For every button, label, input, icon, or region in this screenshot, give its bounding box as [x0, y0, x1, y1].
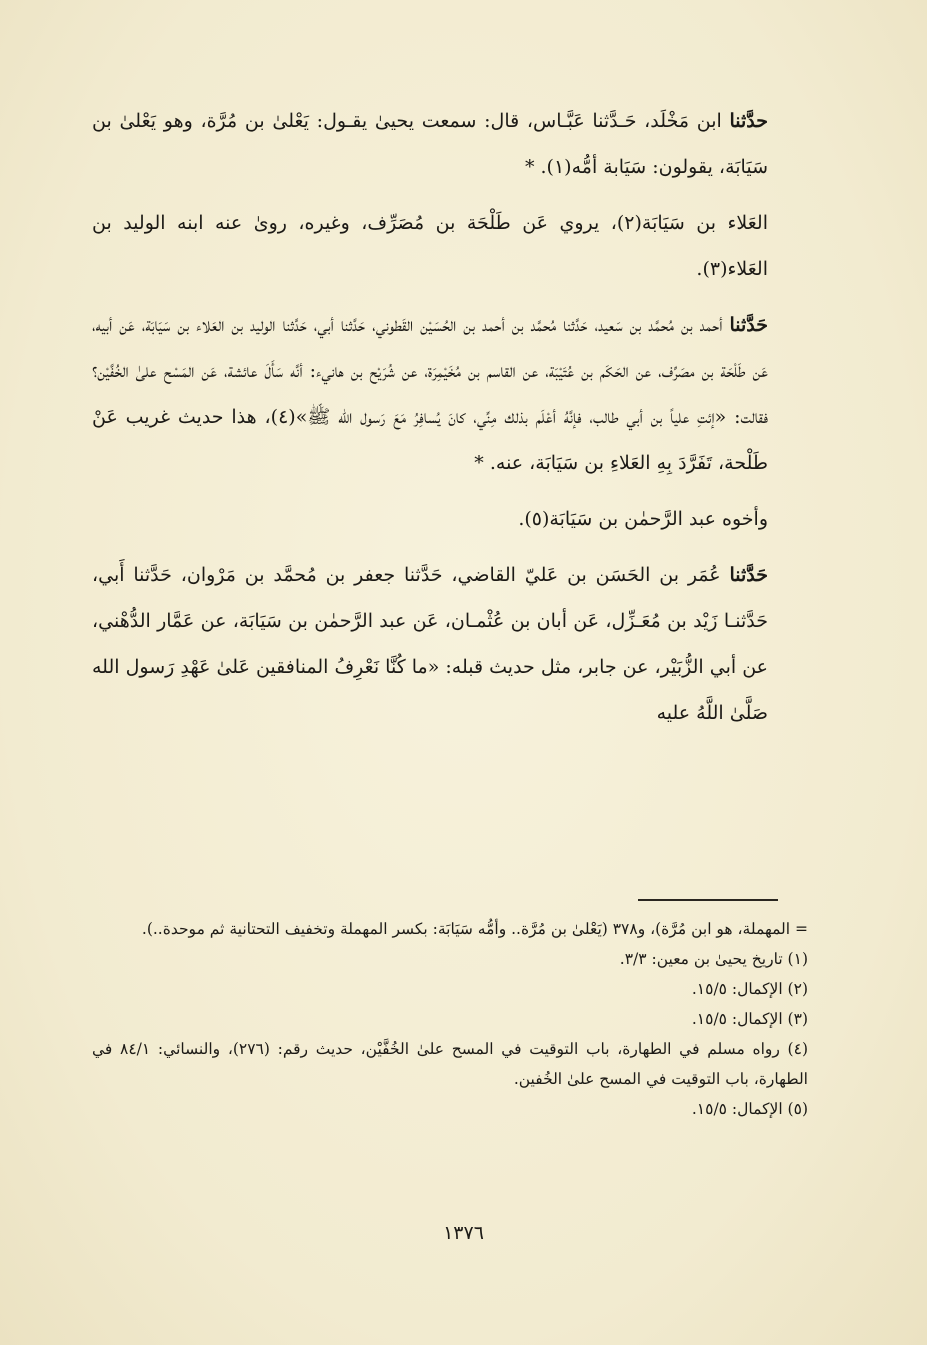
main-text	[92, 98, 808, 736]
footnote-4: (٤) رواه مسلم في الطهارة، باب التوقيت في المسح علىٰ الخُفَّيْن، حديث رقم: (٢٧٦)، والنسائي: ٨٤/١ في الطهارة، باب التوقيت في المسح علىٰ الخُفين.	[92, 1040, 808, 1088]
footnote-5: (٥) الإكمال: ١٥/٥.	[691, 1100, 808, 1118]
footnote-continued: = المهملة، هو ابن مُرَّة)، و٣٧٨ (يَعْلىٰ بن مُرَّة.. وأمُّه سَيَابَة: بكسر المهملة وتخفيف التحتانية ثم موحدة..).	[141, 920, 808, 938]
paragraph-text: عُمَر بن الحَسَن بن عَليّ القاضي، حَدَّثنا جعفر بن مُحمَّد بن مَرْوان، حَدَّثنا أَبي، حَدَّثنـا زَيْد بن مُعَـزِّل، عَن أبان بن عُثْمـان، عَن عبد الرَّحمٰن بن سَيَابَة، عن عَمَّار الدُّهْني، عن أبي الزُّبَيْر، عن جابر، مثل حديث قبله: «ما كُنَّا نَعْرِفُ المنافقين عَلىٰ عَهْدِ رَسول الله صَلَّىٰ اللَّهُ عليه	[92, 564, 768, 724]
footnote-separator	[638, 899, 778, 901]
paragraph-lead: حَدَّثنا	[729, 564, 768, 586]
paragraph-text: أحمد بن مُحمَّد بن سَعيد، حَدَّثنا مُحمَّد بن أحمد بن الحُسَيْن القَطوني، حَدَّثنا أبي، حَدَّثنا الوليد بن العَلاء بن سَيَابَة، عَن أبيه، عَن طَلْحَة بن مصَرِّف، عن الحَكَم بن عُتَيْبَة، عن القاسم بن مُخَيْمِرَة، عن شُرَيْح بن هانيء: أنَّه سَأَلَ عائشة، عَن المَسْح علىٰ الخُفَّيْن؟ فقالت: «إئتِ علياً بن أبي طالب، فإنَّهُ أعْلَم بذلك مِنِّي، كانَ يُسافِرُ مَعَ رَسول الله ﷺ»(٤)، هذا حديث غريب عَنْ طَلْحة، تَفَرَّدَ بِهِ العَلاءِ بن سَيَابَة، عنه. *	[92, 314, 768, 474]
paragraph-5	[92, 552, 808, 736]
page-number: ١٣٧٦	[443, 1222, 484, 1244]
footnotes	[92, 914, 808, 1124]
paragraph-lead: حَدَّثنا	[729, 314, 768, 336]
paragraph-lead: حدَّثنا	[729, 110, 768, 132]
footnote-1: (١) تاريخ يحيىٰ بن معين: ٣/٣.	[619, 950, 808, 968]
paragraph-1	[92, 98, 808, 190]
paragraph-text: ابن مَخْلَد، حَـدَّثنا عَبَّـاس، قال: سمعت يحيىٰ يقـول: يَعْلىٰ بن مُرَّة، وهو يَعْلىٰ بن سَيَابَة، يقولون: سَيَابة أمُّه(١). *	[92, 110, 768, 178]
paragraph-text: وأخوه عبد الرَّحمٰن بن سَيَابَة(٥).	[518, 508, 768, 530]
footnote-3: (٣) الإكمال: ١٥/٥.	[691, 1010, 808, 1028]
paragraph-2	[92, 200, 808, 292]
paragraph-3	[92, 302, 808, 486]
paragraph-4	[92, 496, 808, 542]
paragraph-text: العَلاء بن سَيَابَة(٢)، يروي عَن طَلْحَة بن مُصَرِّف، وغيره، روىٰ عنه ابنه الوليد بن العَلاء(٣).	[92, 212, 768, 280]
footnote-2: (٢) الإكمال: ١٥/٥.	[691, 980, 808, 998]
